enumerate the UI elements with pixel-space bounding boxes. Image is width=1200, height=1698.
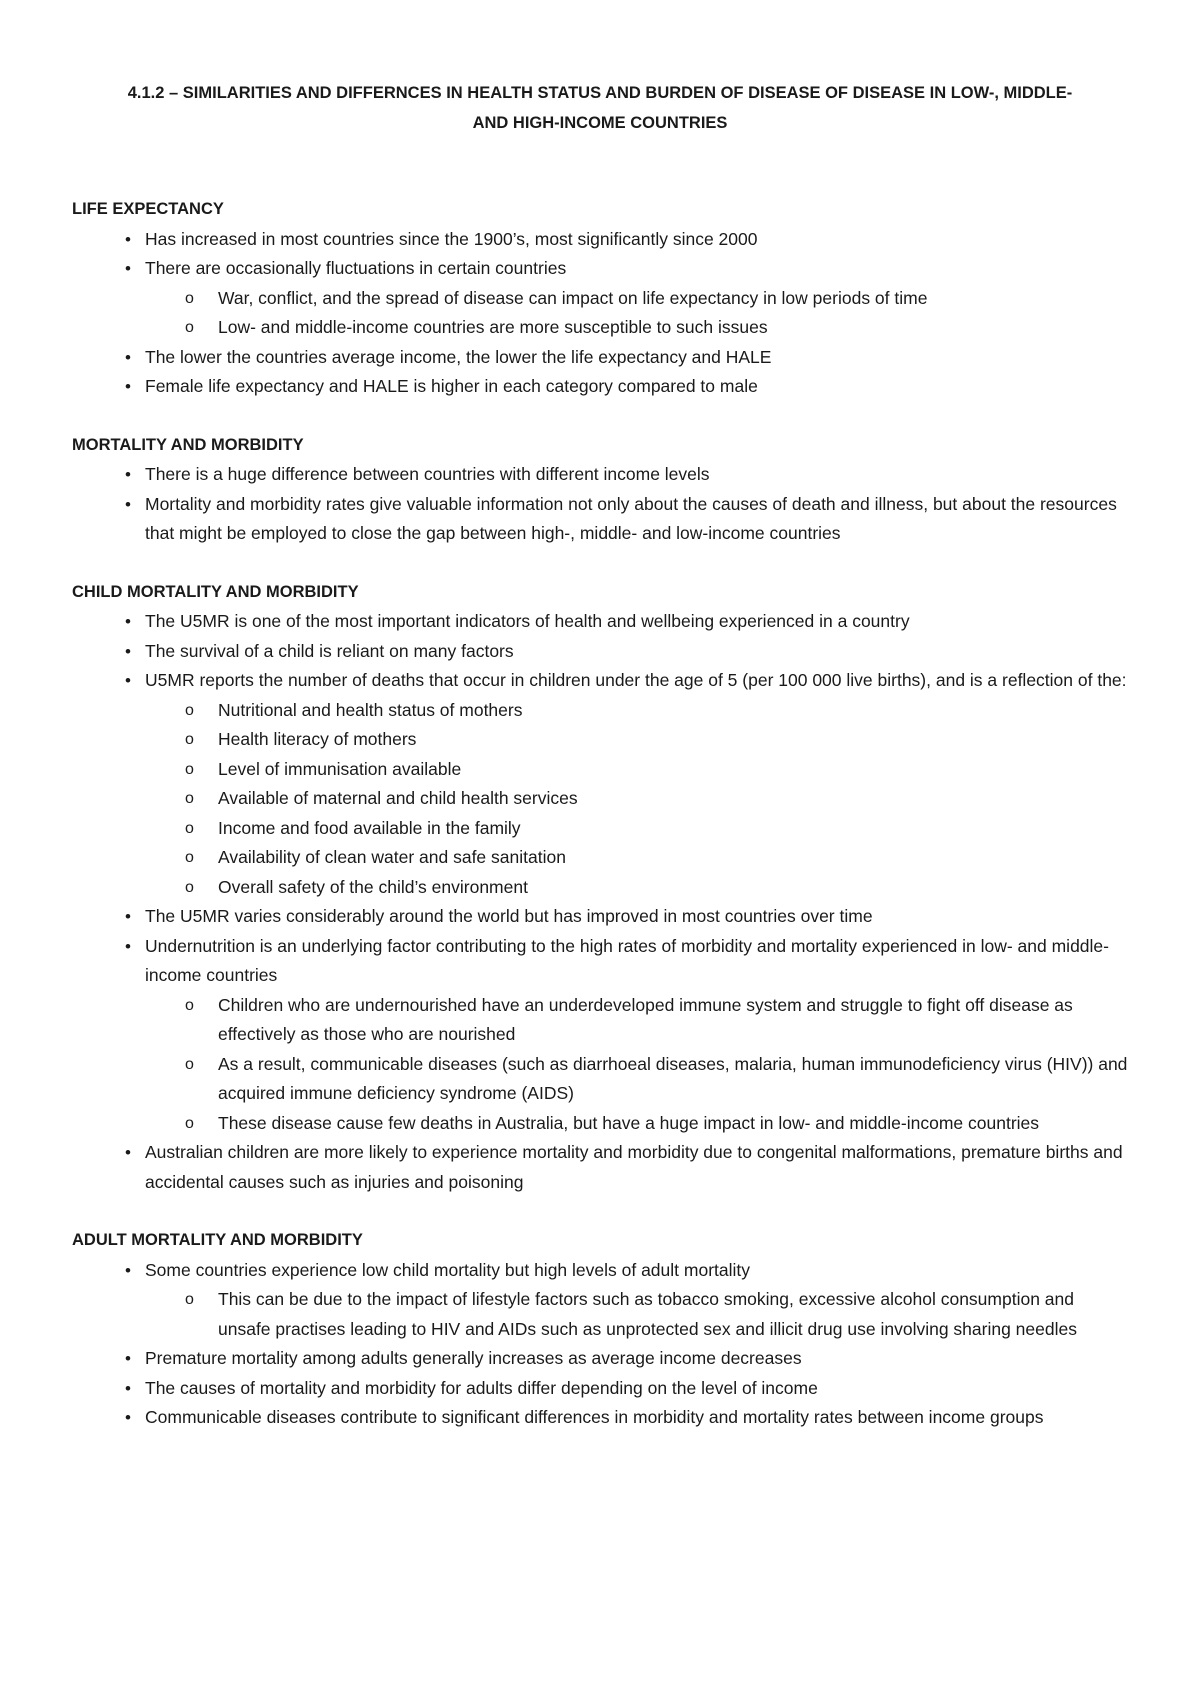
bullet-list xyxy=(72,607,1128,1197)
sub-list-item-text: Low- and middle-income countries are more susceptible to such issues xyxy=(218,317,768,337)
bullet-list xyxy=(72,460,1128,549)
circle-bullet-icon: o xyxy=(185,701,194,719)
sub-list-item-text: Level of immunisation available xyxy=(218,758,462,779)
list-item xyxy=(72,460,1128,490)
circle-bullet-icon: o xyxy=(185,790,194,807)
circle-bullet-icon: o xyxy=(185,819,194,837)
list-item xyxy=(72,902,1128,932)
circle-bullet-icon: o xyxy=(185,319,194,336)
circle-bullet-icon: o xyxy=(185,849,194,866)
bullet-icon: • xyxy=(125,641,131,661)
circle-bullet-icon: o xyxy=(185,289,194,307)
bullet-icon: • xyxy=(125,671,131,690)
section xyxy=(72,1226,1128,1433)
bullet-icon: • xyxy=(125,1143,131,1162)
list-item xyxy=(72,666,1128,902)
list-item xyxy=(72,637,1128,667)
list-item xyxy=(72,1403,1128,1433)
list-item-text: Female life expectancy and HALE is higher in each category compared to male xyxy=(145,376,758,396)
section xyxy=(72,431,1128,549)
bullet-icon: • xyxy=(125,612,131,631)
section xyxy=(72,578,1128,1198)
circle-bullet-icon: o xyxy=(185,1114,194,1132)
sub-list-item-text: This can be due to the impact of lifestyle factors such as tobacco smoking, excessive alcohol consumption and unsafe practises leading to HIV and AIDs such as unprotected sex and illicit drug use involving sharing needles xyxy=(218,1289,1077,1339)
list-item-text: U5MR reports the number of deaths that occur in children under the age of 5 (per 100 000 live births), and is a reflection of the: xyxy=(145,670,1127,690)
circle-bullet-icon: o xyxy=(185,996,194,1014)
sub-list-item xyxy=(145,1109,1128,1139)
list-item xyxy=(72,372,1128,402)
sub-list-item xyxy=(145,1050,1128,1109)
sub-list-item-text: Availability of clean water and safe sanitation xyxy=(218,847,566,867)
list-item-text: Undernutrition is an underlying factor contributing to the high rates of morbidity and mortality experienced in low- and middle-income countries xyxy=(145,935,1109,985)
list-item-text: There is a huge difference between countries with different income levels xyxy=(145,464,710,484)
sub-list-item xyxy=(145,991,1128,1050)
sub-bullet-list xyxy=(145,696,1128,903)
sub-list-item-text: Children who are undernourished have an underdeveloped immune system and struggle to fight off disease as effectively as those who are nourished xyxy=(218,994,1073,1044)
bullet-icon: • xyxy=(125,1260,131,1280)
list-item-text: There are occasionally fluctuations in certain countries xyxy=(145,258,567,278)
list-item xyxy=(72,254,1128,343)
sub-list-item xyxy=(145,696,1128,726)
bullet-list xyxy=(72,1256,1128,1433)
sub-list-item-text: Overall safety of the child’s environment xyxy=(218,876,528,897)
sub-list-item-text: As a result, communicable diseases (such as diarrhoeal diseases, malaria, human immunodeficiency virus (HIV)) and acquired immune deficiency syndrome (AIDS) xyxy=(218,1053,1128,1103)
sub-bullet-list xyxy=(145,1285,1128,1344)
section-heading: ADULT MORTALITY AND MORBIDITY xyxy=(72,1231,363,1249)
list-item-text: The U5MR is one of the most important indicators of health and wellbeing experienced in a country xyxy=(145,611,910,631)
section-heading: CHILD MORTALITY AND MORBIDITY xyxy=(72,582,359,601)
list-item-text: Communicable diseases contribute to significant differences in morbidity and mortality rates between income groups xyxy=(145,1407,1044,1427)
sub-list-item xyxy=(145,313,1128,343)
sub-list-item xyxy=(145,755,1128,785)
list-item-text: Australian children are more likely to experience mortality and morbidity due to congenital malformations, premature births and accidental causes such as injuries and poisoning xyxy=(145,1142,1123,1192)
section xyxy=(72,195,1128,402)
bullet-icon: • xyxy=(125,347,131,367)
sub-list-item-text: These disease cause few deaths in Australia, but have a huge impact in low- and middle-income countries xyxy=(218,1112,1040,1133)
circle-bullet-icon: o xyxy=(185,1291,194,1308)
list-item-text: Mortality and morbidity rates give valuable information not only about the causes of death and illness, but about the resources that might be employed to close the gap between high-, middle- and low-income countries xyxy=(145,493,1117,543)
list-item-text: Has increased in most countries since the 1900’s, most significantly since 2000 xyxy=(145,228,758,249)
list-item-text: The survival of a child is reliant on many factors xyxy=(145,640,514,661)
circle-bullet-icon: o xyxy=(185,878,194,896)
list-item xyxy=(72,343,1128,373)
list-item xyxy=(72,225,1128,255)
sub-list-item xyxy=(145,725,1128,755)
circle-bullet-icon: o xyxy=(185,760,194,778)
list-item-text: Some countries experience low child mortality but high levels of adult mortality xyxy=(145,1259,751,1280)
list-item xyxy=(72,1344,1128,1374)
list-item xyxy=(72,1374,1128,1404)
sub-list-item-text: Nutritional and health status of mothers xyxy=(218,699,523,720)
sub-list-item xyxy=(145,284,1128,314)
sub-bullet-list xyxy=(145,284,1128,343)
sub-list-item-text: War, conflict, and the spread of disease can impact on life expectancy in low periods of time xyxy=(218,287,928,308)
list-item-text: The lower the countries average income, the lower the life expectancy and HALE xyxy=(145,346,772,367)
document-title xyxy=(72,78,1128,138)
list-item-text: The U5MR varies considerably around the world but has improved in most countries over time xyxy=(145,906,873,926)
list-item xyxy=(72,1256,1128,1345)
sub-list-item-text: Income and food available in the family xyxy=(218,817,521,838)
list-item xyxy=(72,607,1128,637)
sub-list-item xyxy=(145,814,1128,844)
circle-bullet-icon: o xyxy=(185,731,194,748)
sub-list-item-text: Available of maternal and child health services xyxy=(218,788,578,808)
list-item-text: Premature mortality among adults generally increases as average income decreases xyxy=(145,1348,802,1368)
list-item xyxy=(72,932,1128,1139)
sub-list-item-text: Health literacy of mothers xyxy=(218,729,417,749)
list-item xyxy=(72,1138,1128,1197)
list-item xyxy=(72,490,1128,549)
section-heading: LIFE EXPECTANCY xyxy=(72,200,224,218)
document-body xyxy=(72,195,1128,1433)
document-title-line-2: AND HIGH-INCOME COUNTRIES xyxy=(472,114,728,132)
bullet-icon: • xyxy=(125,936,131,956)
bullet-list xyxy=(72,225,1128,402)
sub-bullet-list xyxy=(145,991,1128,1139)
bullet-icon: • xyxy=(125,465,131,484)
circle-bullet-icon: o xyxy=(185,1055,194,1073)
bullet-icon: • xyxy=(125,1349,131,1368)
bullet-icon: • xyxy=(125,377,131,396)
bullet-icon: • xyxy=(125,907,131,926)
document-title-line-1: 4.1.2 – SIMILARITIES AND DIFFERNCES IN HEALTH STATUS AND BURDEN OF DISEASE OF DISEASE IN LOW-, MIDDLE- xyxy=(127,84,1073,102)
bullet-icon: • xyxy=(125,259,131,278)
bullet-icon: • xyxy=(125,1408,131,1427)
sub-list-item xyxy=(145,873,1128,903)
bullet-icon: • xyxy=(125,229,131,249)
sub-list-item xyxy=(145,843,1128,873)
sub-list-item xyxy=(145,1285,1128,1344)
list-item-text: The causes of mortality and morbidity for adults differ depending on the level of income xyxy=(145,1377,818,1398)
bullet-icon: • xyxy=(125,494,131,514)
section-heading: MORTALITY AND MORBIDITY xyxy=(72,435,304,454)
bullet-icon: • xyxy=(125,1378,131,1398)
sub-list-item xyxy=(145,784,1128,814)
